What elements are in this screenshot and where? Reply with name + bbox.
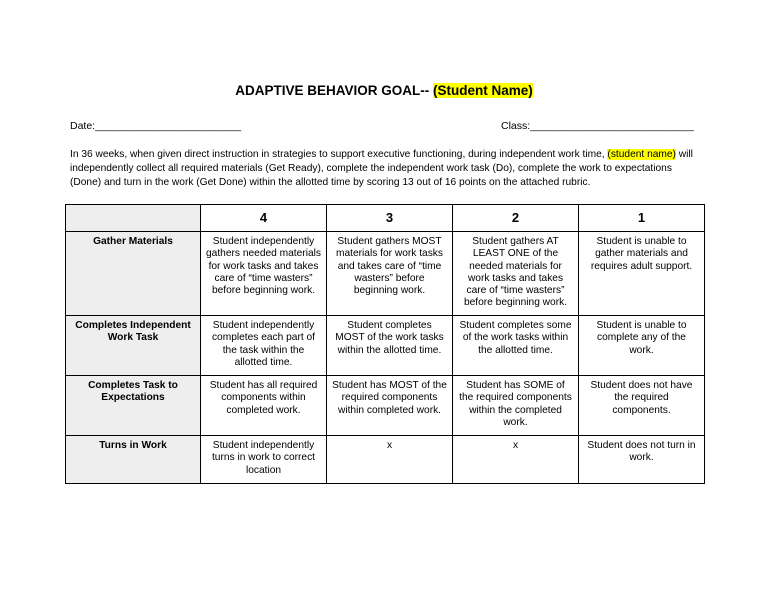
title-student-name: (Student Name) [433,83,533,98]
goal-statement [70,148,704,190]
score-column-2: 2 [453,205,579,232]
page-title [0,83,768,98]
date-field: Date:_________________________ [70,120,242,132]
rubric-cell: Student does not have the required components. [579,376,705,436]
goal-text-start: In 36 weeks, when given direct instruction in strategies to support executive functioning, during independent work time, [70,149,608,160]
rubric-row-completes-task-to-expectations [66,376,705,436]
score-column-3: 3 [327,205,453,232]
rubric-cell: Student is unable to complete any of the work. [579,316,705,376]
rubric-cell: x [453,436,579,484]
score-column-4: 4 [201,205,327,232]
rubric-cell: Student has MOST of the required components within completed work. [327,376,453,436]
class-field: Class:____________________________ [501,120,694,132]
row-label: Turns in Work [66,436,201,484]
rubric-row-completes-independent-work-task [66,316,705,376]
rubric-cell: Student gathers AT LEAST ONE of the needed materials for work tasks and takes care of “time wasters” before beginning work. [453,232,579,316]
rubric-cell: Student gathers MOST materials for work tasks and takes care of “time wasters” before beginning work. [327,232,453,316]
goal-student-name: (student name) [607,149,676,160]
rubric-cell: Student has SOME of the required components within the completed work. [453,376,579,436]
rubric-header-row [66,205,705,232]
rubric-cell: Student does not turn in work. [579,436,705,484]
rubric-table [65,204,705,484]
rubric-cell: Student completes MOST of the work tasks within the allotted time. [327,316,453,376]
rubric-corner-cell [66,205,201,232]
title-prefix: ADAPTIVE BEHAVIOR GOAL-- [235,83,433,98]
rubric-cell: Student has all required components within completed work. [201,376,327,436]
rubric-row-turns-in-work [66,436,705,484]
rubric-cell: Student independently turns in work to correct location [201,436,327,484]
rubric-cell: Student is unable to gather materials and requires adult support. [579,232,705,316]
goal-text-end: will independently collect all required materials (Get Ready), complete the independent work task (Do), complete the work to expectations (Done) and turn in the work (Get Done) within the allotted time by scoring 13 out of 16 points on the attached rubric. [70,149,693,188]
rubric-cell: Student independently gathers needed materials for work tasks and takes care of “time wasters” before beginning work. [201,232,327,316]
row-label: Completes Independent Work Task [66,316,201,376]
rubric-row-gather-materials [66,232,705,316]
rubric-cell: x [327,436,453,484]
rubric-cell: Student completes some of the work tasks within the allotted time. [453,316,579,376]
score-column-1: 1 [579,205,705,232]
row-label: Gather Materials [66,232,201,316]
row-label: Completes Task to Expectations [66,376,201,436]
rubric-cell: Student independently completes each part of the task within the allotted time. [201,316,327,376]
